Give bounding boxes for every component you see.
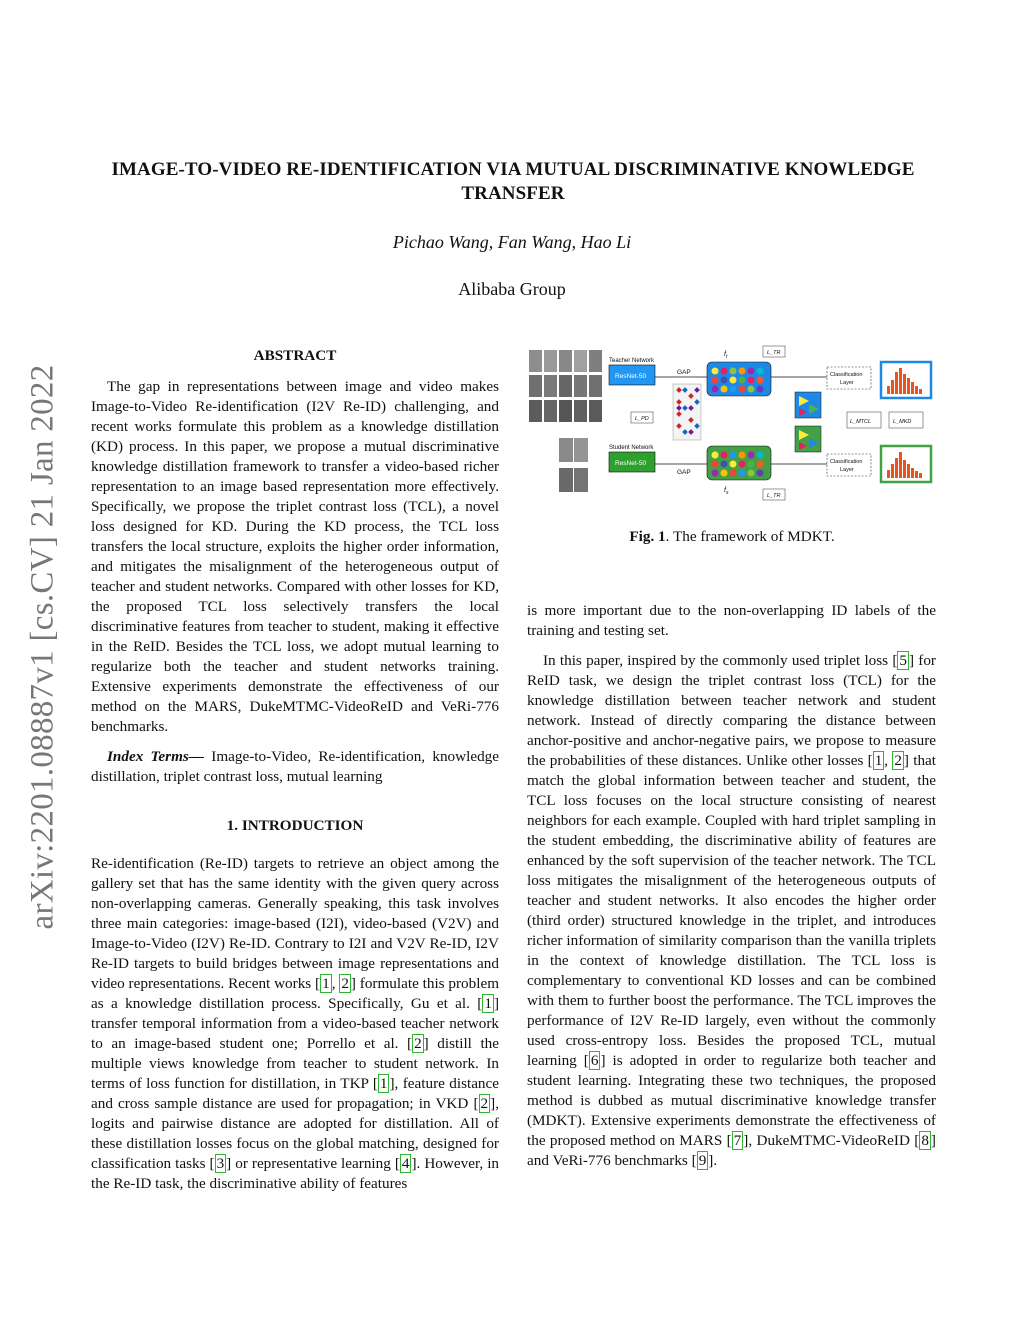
right-column xyxy=(527,601,936,1171)
figure-caption-label: Fig. 1 xyxy=(629,528,666,545)
text-run: ]. xyxy=(708,1152,718,1169)
text-run: , xyxy=(331,975,340,992)
text-run: ] distill the multiple views knowledge from teacher to student network. In terms of loss function for distillation, in TKP [ xyxy=(91,1035,499,1092)
intro-paragraph-2 xyxy=(527,651,936,1171)
loss-tr-teacher-label: L_TR xyxy=(767,350,781,356)
text-run: ] or representative learning [ xyxy=(226,1155,400,1172)
citation[interactable]: 5 xyxy=(899,652,907,669)
text-run: ] formulate this problem as a knowledge distillation process. Specifically, Gu et al. [ xyxy=(91,975,500,1012)
text-run: Re-identification (Re-ID) targets to retrieve an object among the gallery set that has the same identity with the given query across non-overlapping cameras. Generally speaking, this task involves three main categories: image-based (I2I), video-based (V2V) and Image-to-Video (I2V) Re-ID. Contrary to I2I and V2V Re-ID, I2V Re-ID targets to build bridges between image representations and video representations. Recent works [ xyxy=(91,855,499,992)
citation[interactable]: 7 xyxy=(733,1132,742,1149)
paper-title: IMAGE-TO-VIDEO RE-IDENTIFICATION VIA MUTUAL DISCRIMINATIVE KNOWLEDGE TRANSFER xyxy=(111,159,915,204)
index-terms-text: Image-to-Video, Re-identification, knowledge distillation, triplet contrast loss, mutual learning xyxy=(91,748,500,785)
student-gap-label: GAP xyxy=(677,469,691,476)
student-cls-label-2: Layer xyxy=(840,467,854,473)
index-terms-label: Index Terms— xyxy=(107,748,204,765)
text-run: ] that match the global information between teacher and student, the TCL loss focuses on the local structure consisting of nearest neighbors for each example. Coupled with hard triplet sampling in the student embedding, the discriminative ability of features are enhanced by the soft supervision of the teacher network. The TCL loss mitigates the misalignment of the heterogeneous outputs of teacher and student networks. It also encodes the higher order (third order) structured knowledge in the triplet, and introduces richer information of similarity comparison than the vanilla triplets in the context of knowledge distillation. The TCL loss is complementary to conventional KD losses and can be combined with them to further boost the performance. The TCL improves the performance of I2V Re-ID largely, even without the commonly used cross-entropy loss. Besides the proposed TCL, mutual learning [ xyxy=(527,752,937,1069)
intro-heading: 1. INTRODUCTION xyxy=(226,817,364,834)
citation[interactable]: 1 xyxy=(874,752,883,769)
intro-paragraph-1-continued: is more important due to the non-overlapping ID labels of the training and testing set. xyxy=(527,602,936,639)
student-cls-label-1: Classification xyxy=(830,459,863,465)
teacher-video-frames xyxy=(529,350,602,422)
student-backbone-label: ResNet-50 xyxy=(615,460,647,467)
teacher-gap-label: GAP xyxy=(677,369,691,376)
citation[interactable]: 1 xyxy=(379,1075,388,1092)
figure-caption-text: . The framework of MDKT. xyxy=(665,528,835,545)
citation[interactable]: 2 xyxy=(341,975,349,992)
student-histogram xyxy=(881,446,931,482)
loss-mkd-label: L_MKD xyxy=(893,419,912,425)
citation[interactable]: 1 xyxy=(484,995,492,1012)
citation[interactable]: 2 xyxy=(414,1035,422,1052)
citation[interactable]: 3 xyxy=(216,1155,225,1172)
arxiv-stamp xyxy=(18,352,68,942)
text-run: ] for ReID task, we design the triplet contrast loss (TCL) for the knowledge distillation between teacher network and student network. Instead of directly comparing the distance between anchor-positive and anchor-negative pairs, we propose to measure the probabilities of these distances. Unlike other losses [ xyxy=(527,652,936,769)
text-run: ], feature distance and cross sample distance are used for propagation; in VKD [ xyxy=(91,1075,500,1112)
loss-tr-student-label: L_TR xyxy=(767,493,781,499)
teacher-histogram xyxy=(881,362,931,398)
text-run: ] transfer temporal information from a video-based teacher network to an image-based student one; Porrello et al. [ xyxy=(91,995,499,1052)
figure-caption xyxy=(527,527,937,547)
citation[interactable]: 1 xyxy=(322,975,330,992)
student-triplet-triangles xyxy=(795,426,821,452)
citation[interactable]: 2 xyxy=(894,752,902,769)
citation[interactable]: 6 xyxy=(590,1052,599,1069)
text-run: , xyxy=(884,752,893,769)
abstract-heading: ABSTRACT xyxy=(253,347,337,364)
framework-figure xyxy=(527,342,937,502)
teacher-backbone-label: ResNet-50 xyxy=(615,373,647,380)
left-column xyxy=(91,346,499,1194)
text-run: ] and VeRi-776 benchmarks [ xyxy=(527,1132,936,1169)
loss-pd-label: L_PD xyxy=(635,416,649,422)
index-terms xyxy=(91,747,499,787)
text-run: ], DukeMTMC-VideoReID [ xyxy=(743,1132,920,1149)
text-run: ], logits and pairwise distance are adopted for distillation. All of these distillation losses focus on the global matching, designed for classification tasks [ xyxy=(91,1095,499,1172)
citation[interactable]: 2 xyxy=(480,1095,489,1112)
teacher-triplet-triangles xyxy=(795,392,821,418)
text-run: ]. However, in the Re-ID task, the discriminative ability of features xyxy=(91,1155,500,1192)
loss-mtcl-label: L_MTCL xyxy=(850,419,872,425)
feature-diamonds xyxy=(673,384,701,440)
student-image-frames xyxy=(559,438,588,492)
text-run: ] is adopted in order to regularize both teacher and student learning. Integrating these two techniques, the proposed method is dubbed as mutual discriminative knowledge transfer (MDKT). Extensive experiments demonstrate the effectiveness of the proposed method on MARS [ xyxy=(527,1052,936,1149)
teacher-network-label: Teacher Network xyxy=(609,358,655,364)
abstract-text: The gap in representations between image and video makes Image-to-Video Re-identification (I2V Re-ID) challenging, and recent works formulate this problem as a knowledge distillation (KD) process. In this paper, we propose a mutual discriminative knowledge distillation framework to transfer a video-based richer representation to an image based representation more effectively. Specifically, we propose the triplet contrast loss (TCL), a novel loss designed for KD. During the KD process, the TCL loss transfers the local structure, exploits the higher order information, and mitigates the misalignment of the heterogeneous output of teacher and student networks. Compared with other losses for KD, the proposed TCL loss selectively transfers the local discriminative features from teacher to student, making it effective in the ReID. Besides the TCL loss, we adopt mutual learning to regularize both the teacher and student networks training. Extensive experiments demonstrate the effectiveness of our method on the MARS, DukeMTMC-VideoReID and VeRi-776 benchmarks. xyxy=(91,378,499,735)
citation[interactable]: 4 xyxy=(401,1155,410,1172)
citation[interactable]: 9 xyxy=(698,1152,707,1169)
citation[interactable]: 8 xyxy=(921,1132,929,1149)
student-network-label: Student Network xyxy=(609,445,654,451)
student-feature-label: $f_s$ xyxy=(724,487,729,496)
affiliation: Alibaba Group xyxy=(458,279,566,299)
arxiv-id: arXiv:2201.08887v1 [cs.CV] 21 Jan 2022 xyxy=(24,364,61,930)
authors: Pichao Wang, Fan Wang, Hao Li xyxy=(392,232,632,252)
text-run: In this paper, inspired by the commonly used triplet loss [ xyxy=(543,652,898,669)
teacher-cls-label-1: Classification xyxy=(830,372,863,378)
teacher-cls-label-2: Layer xyxy=(840,380,854,386)
teacher-feature-label: $f_t$ xyxy=(724,351,728,360)
intro-paragraph-1 xyxy=(91,854,499,1194)
